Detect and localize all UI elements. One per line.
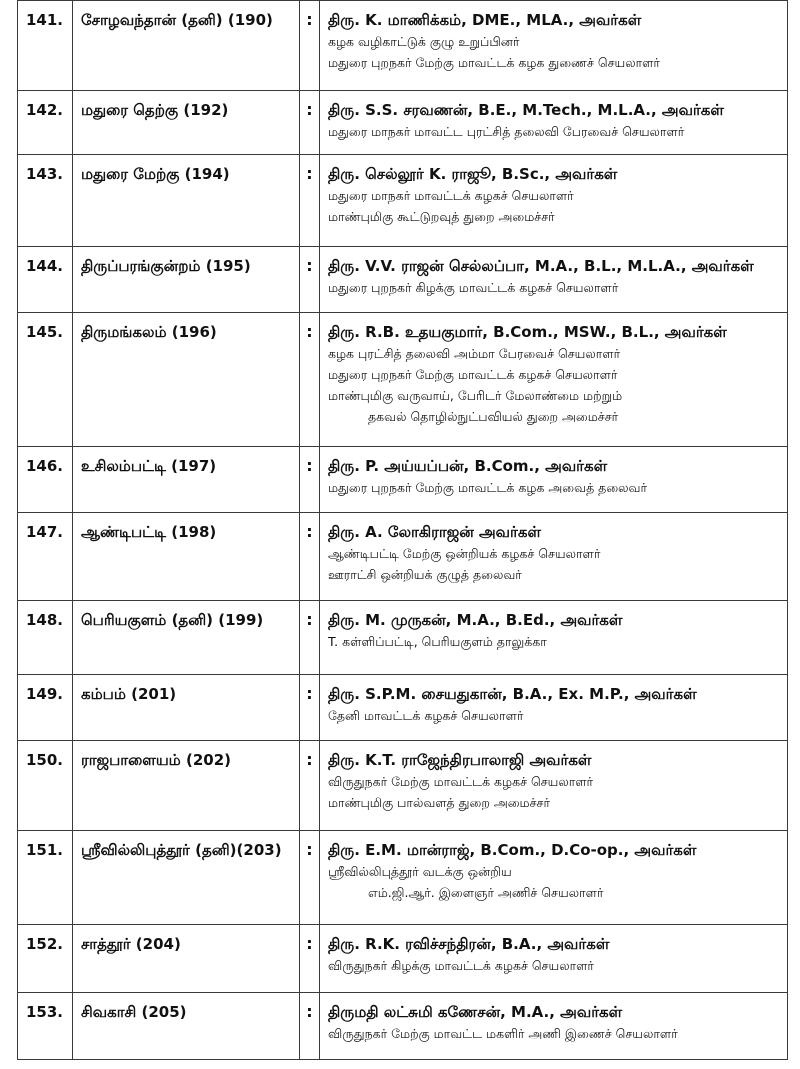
constituency-name: ஆண்டிபட்டி (198) <box>73 513 300 601</box>
designation-line: மதுரை புறநகர் கிழக்கு மாவட்டக் கழகச் செயலாளர் <box>328 280 619 295</box>
designation-line: விருதுநகர் மேற்கு மாவட்டக் கழகச் செயலாளர் <box>328 774 594 789</box>
candidate-table <box>17 0 788 1060</box>
designation-line: மதுரை மாநகர் மாவட்ட புரட்சித் தலைவி பேரவைச் செயலாளர் <box>328 124 685 139</box>
serial-number: 146. <box>18 447 73 513</box>
designation-line: எம்.ஜி.ஆர். இளைஞர் அணிச் செயலாளர் <box>368 885 604 900</box>
table-row <box>18 675 788 741</box>
candidate-details <box>320 741 788 831</box>
constituency-name: உசிலம்பட்டி (197) <box>73 447 300 513</box>
separator-colon: : <box>300 513 320 601</box>
table-row <box>18 1 788 91</box>
designation-line: ஸ்ரீவில்லிபுத்தூர் வடக்கு ஒன்றிய <box>328 864 512 879</box>
candidate-details <box>320 447 788 513</box>
candidate-name: திரு. S.P.M. சையதுகான், B.A., Ex. M.P., அவர்கள் <box>328 685 697 703</box>
designation-line: மாண்புமிகு வருவாய், பேரிடர் மேலாண்மை மற்றும் <box>328 388 623 403</box>
candidate-details <box>320 1 788 91</box>
serial-number: 144. <box>18 247 73 313</box>
constituency-name: ஸ்ரீவில்லிபுத்தூர் (தனி)(203) <box>73 831 300 925</box>
serial-number: 141. <box>18 1 73 91</box>
constituency-name: கம்பம் (201) <box>73 675 300 741</box>
serial-number: 151. <box>18 831 73 925</box>
table-row <box>18 831 788 925</box>
serial-number: 145. <box>18 313 73 447</box>
table-row <box>18 447 788 513</box>
designation-line: தேனி மாவட்டக் கழகச் செயலாளர் <box>328 708 524 723</box>
separator-colon: : <box>300 155 320 247</box>
designation-line: ஊராட்சி ஒன்றியக் குழுத் தலைவர் <box>328 567 522 582</box>
table-row <box>18 993 788 1060</box>
constituency-name: பெரியகுளம் (தனி) (199) <box>73 601 300 675</box>
candidate-details <box>320 675 788 741</box>
separator-colon: : <box>300 247 320 313</box>
serial-number: 152. <box>18 925 73 993</box>
designation-line: மாண்புமிகு கூட்டுறவுத் துறை அமைச்சர் <box>328 209 555 224</box>
table-row <box>18 513 788 601</box>
candidate-details <box>320 313 788 447</box>
separator-colon: : <box>300 831 320 925</box>
document-page <box>17 0 787 1060</box>
candidate-details <box>320 247 788 313</box>
designation-line: மதுரை புறநகர் மேற்கு மாவட்டக் கழக அவைத் தலைவர் <box>328 480 648 495</box>
designation-line: T. கள்ளிப்பட்டி, பெரியகுளம் தாலுக்கா <box>328 634 547 649</box>
candidate-name: திரு. V.V. ராஜன் செல்லப்பா, M.A., B.L., M.L.A., அவர்கள் <box>328 257 754 275</box>
serial-number: 142. <box>18 91 73 155</box>
constituency-name: சோழவந்தான் (தனி) (190) <box>73 1 300 91</box>
candidate-rows <box>18 1 788 1060</box>
separator-colon: : <box>300 601 320 675</box>
separator-colon: : <box>300 1 320 91</box>
designation-line: விருதுநகர் கிழக்கு மாவட்டக் கழகச் செயலாளர் <box>328 958 594 973</box>
constituency-name: ராஜபாளையம் (202) <box>73 741 300 831</box>
separator-colon: : <box>300 675 320 741</box>
constituency-name: திருப்பரங்குன்றம் (195) <box>73 247 300 313</box>
designation-line: மதுரை மாநகர் மாவட்டக் கழகச் செயலாளர் <box>328 188 574 203</box>
candidate-name: திருமதி லட்சுமி கணேசன், M.A., அவர்கள் <box>328 1003 623 1021</box>
serial-number: 148. <box>18 601 73 675</box>
separator-colon: : <box>300 925 320 993</box>
serial-number: 149. <box>18 675 73 741</box>
designation-line: தகவல் தொழில்நுட்பவியல் துறை அமைச்சர் <box>368 409 619 424</box>
candidate-name: திரு. E.M. மான்ராஜ், B.Com., D.Co-op., அவர்கள் <box>328 841 697 859</box>
candidate-name: திரு. K. மாணிக்கம், DME., MLA., அவர்கள் <box>328 11 642 29</box>
separator-colon: : <box>300 993 320 1060</box>
table-row <box>18 741 788 831</box>
candidate-details <box>320 155 788 247</box>
designation-line: மாண்புமிகு பால்வளத் துறை அமைச்சர் <box>328 795 550 810</box>
candidate-details <box>320 91 788 155</box>
candidate-name: திரு. செல்லூர் K. ராஜூ, B.Sc., அவர்கள் <box>328 165 618 183</box>
candidate-name: திரு. M. முருகன், M.A., B.Ed., அவர்கள் <box>328 611 623 629</box>
table-row <box>18 91 788 155</box>
separator-colon: : <box>300 91 320 155</box>
table-row <box>18 247 788 313</box>
designation-line: மதுரை புறநகர் மேற்கு மாவட்டக் கழக துணைச் செயலாளர் <box>328 55 660 70</box>
constituency-name: மதுரை தெற்கு (192) <box>73 91 300 155</box>
designation-line: ஆண்டிபட்டி மேற்கு ஒன்றியக் கழகச் செயலாளர் <box>328 546 601 561</box>
constituency-name: மதுரை மேற்கு (194) <box>73 155 300 247</box>
candidate-name: திரு. A. லோகிராஜன் அவர்கள் <box>328 523 542 541</box>
serial-number: 150. <box>18 741 73 831</box>
serial-number: 143. <box>18 155 73 247</box>
table-row <box>18 601 788 675</box>
candidate-details <box>320 601 788 675</box>
designation-line: கழக புரட்சித் தலைவி அம்மா பேரவைச் செயலாளர் <box>328 346 621 361</box>
designation-line: மதுரை புறநகர் மேற்கு மாவட்டக் கழகச் செயலாளர் <box>328 367 618 382</box>
candidate-details <box>320 513 788 601</box>
candidate-name: திரு. R.K. ரவிச்சந்திரன், B.A., அவர்கள் <box>328 935 610 953</box>
constituency-name: சாத்தூர் (204) <box>73 925 300 993</box>
candidate-name: திரு. P. அய்யப்பன், B.Com., அவர்கள் <box>328 457 608 475</box>
constituency-name: திருமங்கலம் (196) <box>73 313 300 447</box>
candidate-name: திரு. S.S. சரவணன், B.E., M.Tech., M.L.A., அவர்கள் <box>328 101 724 119</box>
candidate-name: திரு. R.B. உதயகுமார், B.Com., MSW., B.L., அவர்கள் <box>328 323 727 341</box>
separator-colon: : <box>300 447 320 513</box>
separator-colon: : <box>300 741 320 831</box>
separator-colon: : <box>300 313 320 447</box>
candidate-details <box>320 925 788 993</box>
designation-line: கழக வழிகாட்டுக் குழு உறுப்பினர் <box>328 34 520 49</box>
table-row <box>18 925 788 993</box>
table-row <box>18 155 788 247</box>
designation-line: விருதுநகர் மேற்கு மாவட்ட மகளிர் அணி இணைச் செயலாளர் <box>328 1026 678 1041</box>
candidate-details <box>320 993 788 1060</box>
serial-number: 147. <box>18 513 73 601</box>
table-row <box>18 313 788 447</box>
candidate-details <box>320 831 788 925</box>
candidate-name: திரு. K.T. ராஜேந்திரபாலாஜி அவர்கள் <box>328 751 592 769</box>
constituency-name: சிவகாசி (205) <box>73 993 300 1060</box>
serial-number: 153. <box>18 993 73 1060</box>
